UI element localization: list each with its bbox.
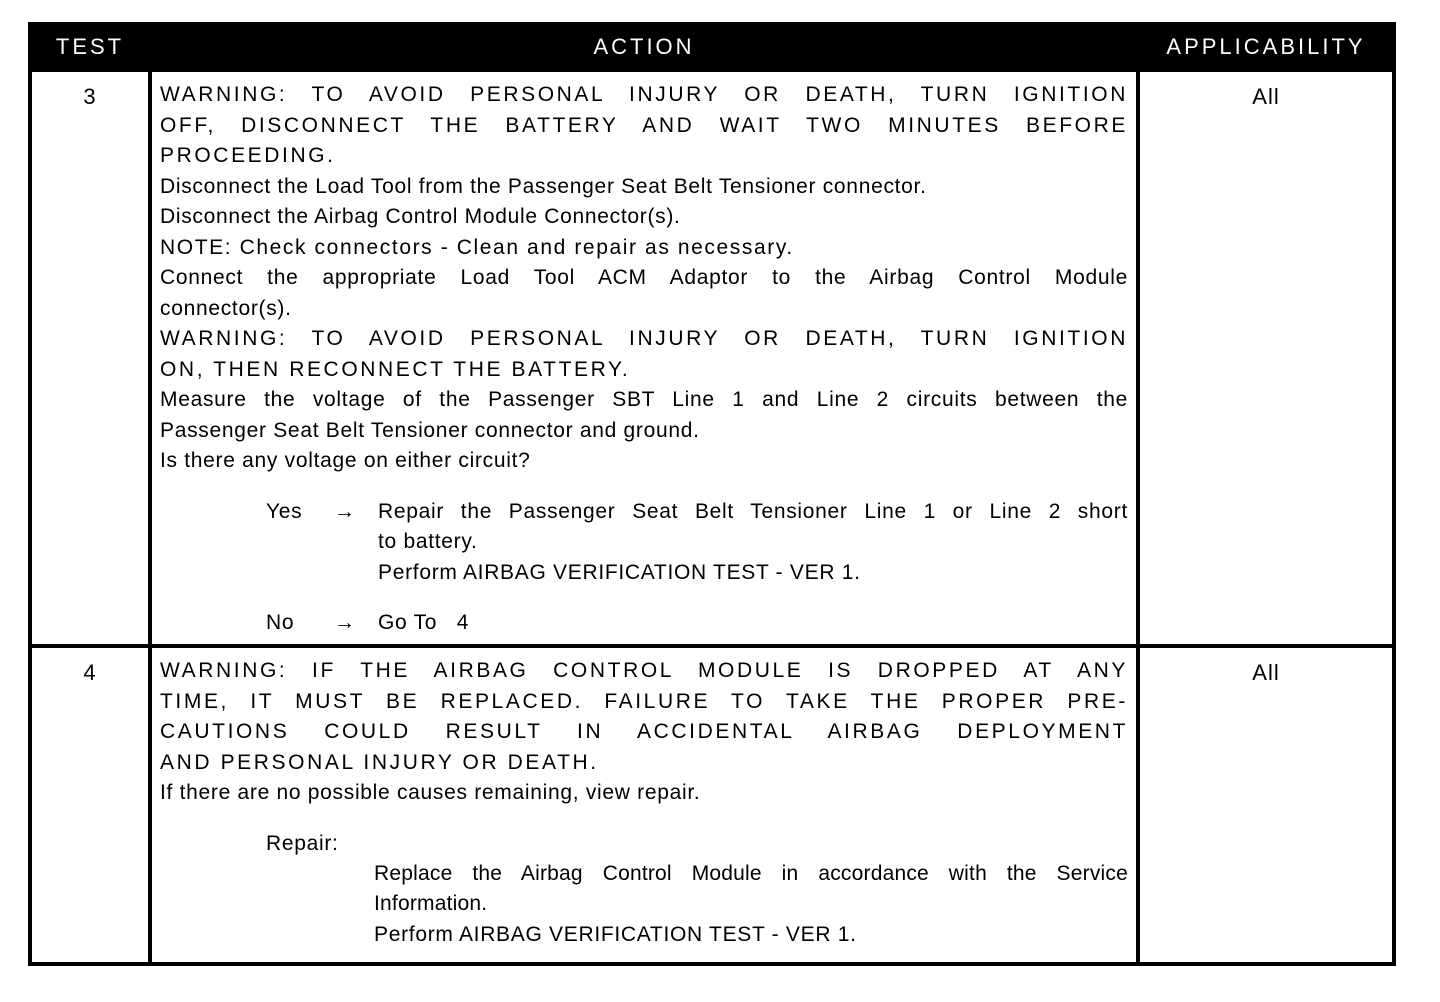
warning-line: WARNING: TO AVOID PERSONAL INJURY OR DEATH, TURN IGNITION <box>160 83 1128 106</box>
table-header-row <box>30 24 1394 70</box>
header-applicability: APPLICABILITY <box>1138 24 1394 70</box>
header-action: ACTION <box>150 24 1138 70</box>
answer-line: Repair the Passenger Seat Belt Tensioner Line 1 or Line 2 short <box>378 499 1128 523</box>
answer-no <box>160 608 1128 638</box>
diagnostic-test-table <box>28 22 1396 966</box>
warning-line: ON, THEN RECONNECT THE BATTERY. <box>160 357 631 381</box>
right-arrow-icon: → <box>334 499 356 523</box>
action-step: Connect the appropriate Load Tool ACM Adaptor to the Airbag Control Module <box>160 266 1128 289</box>
repair-label: Repair: <box>266 831 339 855</box>
warning-line: TIME, IT MUST BE REPLACED. FAILURE TO TAKE THE PROPER PRE- <box>160 689 1128 713</box>
question-line: Is there any voltage on either circuit? <box>160 449 531 472</box>
applicability-value: All <box>1138 70 1394 646</box>
answer-line: Perform AIRBAG VERIFICATION TEST - VER 1. <box>378 560 861 584</box>
warning-line: WARNING: IF THE AIRBAG CONTROL MODULE IS DROPPED AT ANY <box>160 659 1128 682</box>
answer-yes-label: Yes <box>266 499 303 523</box>
note-line: NOTE: Check connectors - Clean and repair as necessary. <box>160 235 794 259</box>
table-row-test-4 <box>30 646 1394 964</box>
repair-line: Perform AIRBAG VERIFICATION TEST - VER 1. <box>374 922 857 946</box>
action-cell <box>150 70 1138 646</box>
test-number: 4 <box>30 646 150 964</box>
action-step: Measure the voltage of the Passenger SBT Line 1 and Line 2 circuits between the <box>160 388 1128 411</box>
right-arrow-icon: → <box>334 611 356 634</box>
action-step: Disconnect the Load Tool from the Passenger Seat Belt Tensioner connector. <box>160 174 927 198</box>
answer-no-label: No <box>266 611 295 634</box>
answer-yes <box>160 497 1128 589</box>
action-step: If there are no possible causes remaining, view repair. <box>160 781 701 804</box>
warning-line: PROCEEDING. <box>160 144 336 167</box>
repair-line: Replace the Airbag Control Module in accordance with the Service <box>374 861 1128 885</box>
applicability-value: All <box>1138 646 1394 964</box>
table-row-test-3 <box>30 70 1394 646</box>
go-to-link[interactable]: Go To 4 <box>378 611 470 634</box>
answer-yes-body <box>378 497 1128 589</box>
answer-line: to battery. <box>378 530 478 553</box>
repair-body <box>374 859 1128 951</box>
action-step: connector(s). <box>160 296 292 320</box>
action-cell <box>150 646 1138 964</box>
warning-line: WARNING: TO AVOID PERSONAL INJURY OR DEATH, TURN IGNITION <box>160 327 1128 350</box>
repair-block <box>160 829 1128 951</box>
action-step: Disconnect the Airbag Control Module Connector(s). <box>160 205 681 228</box>
test-number: 3 <box>30 70 150 646</box>
warning-line: OFF, DISCONNECT THE BATTERY AND WAIT TWO MINUTES BEFORE <box>160 113 1128 137</box>
warning-line: AND PERSONAL INJURY OR DEATH. <box>160 750 599 774</box>
action-step: Passenger Seat Belt Tensioner connector and ground. <box>160 418 700 442</box>
warning-line: CAUTIONS COULD RESULT IN ACCIDENTAL AIRBAG DEPLOYMENT <box>160 720 1128 743</box>
header-test: TEST <box>30 24 150 70</box>
repair-line: Information. <box>374 892 488 915</box>
